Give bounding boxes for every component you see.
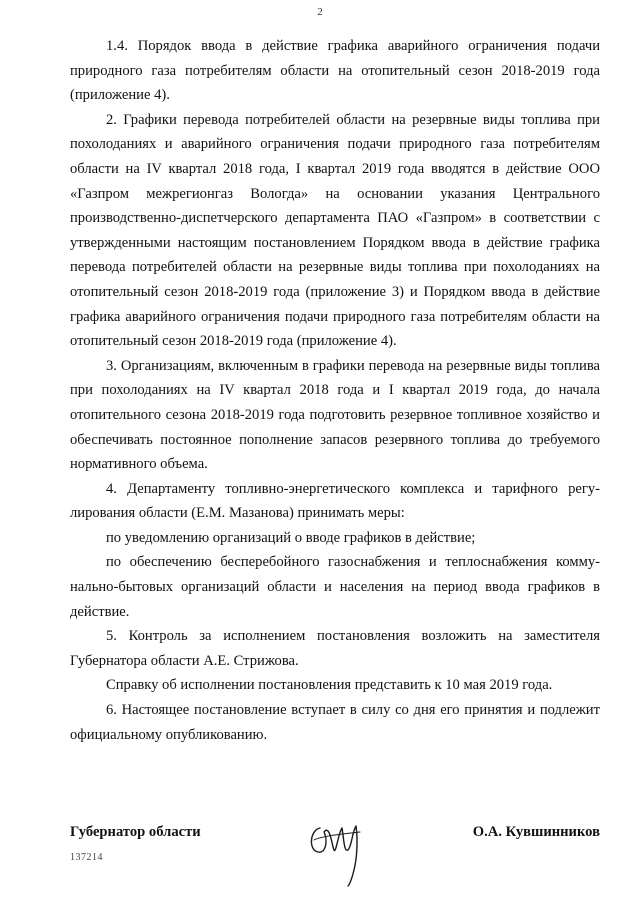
paragraph-6: 6. Настоящее постановление вступает в силу со дня его принятия и подлежит официальному опубликованию. [70,702,600,743]
signatory-title: Губернатор области [70,824,201,840]
signature-block [70,818,600,888]
signatory-name: О.А. Кувшинников [472,824,600,840]
paragraph-4-notification: по уведомлению организаций о вводе графиков в действие; [106,529,476,546]
paragraph-report: Справку об исполнении постановления представить к 10 мая 2019 года. [106,677,553,694]
paragraph-4: 4. Департаменту топливно-энергетического комплекса и тарифного регулирования области (Е.М. Мазанова) принимать меры: [70,480,600,522]
document-code: 137214 [70,852,103,863]
paragraph-3: 3. Организациям, включенным в графики перевода на резервные виды топлива при похолоданиях на IV квартал 2018 года и I квартал 2019 года, до начала отопительного сезона 2018-2019 года подготовить резервное топливное хозяйство и обеспечивать постоянное пополнение запасов резервного топлива до требуемого нормативного объема. [70,357,600,473]
page-number: 2 [317,6,323,18]
handwritten-signature [302,810,372,888]
paragraph-4-supply: по обеспечению бесперебойного газоснабжения и теплоснабжения коммунально-бытовых организаций области и населения на период ввода графиков в действие. [70,554,600,620]
document-body [70,34,600,747]
paragraph-1-4: 1.4. Порядок ввода в действие графика аварийного ограничения подачи природного газа потребителям области на отопительный сезон 2018-2019 года (приложение 4). [70,38,600,104]
paragraph-2: 2. Графики перевода потребителей области на резервные виды топлива при похолоданиях и аварийного ограничения подачи природного газа потребителям области на IV квартал 2018 года, I квартал 2019 года вводятся в действие ООО «Газпром межрегионгаз Вологда» на основании указания Центрального производственно-диспетчерского департамента ПАО «Газпром» в соответствии с утвержденными настоящим постановлением Порядком ввода в действие графика перевода потребителей области на резервные виды топлива при похолоданиях на отопительный сезон 2018-2019 года (приложение 3) и Порядком ввода в действие графика аварийного ограничения подачи природного газа потребителям области на отопительный сезон 2018-2019 года (приложение 4). [70,111,600,350]
paragraph-5: 5. Контроль за исполнением постановления возложить на заместителя Губернатора области А.Е. Стрижова. [70,628,600,669]
